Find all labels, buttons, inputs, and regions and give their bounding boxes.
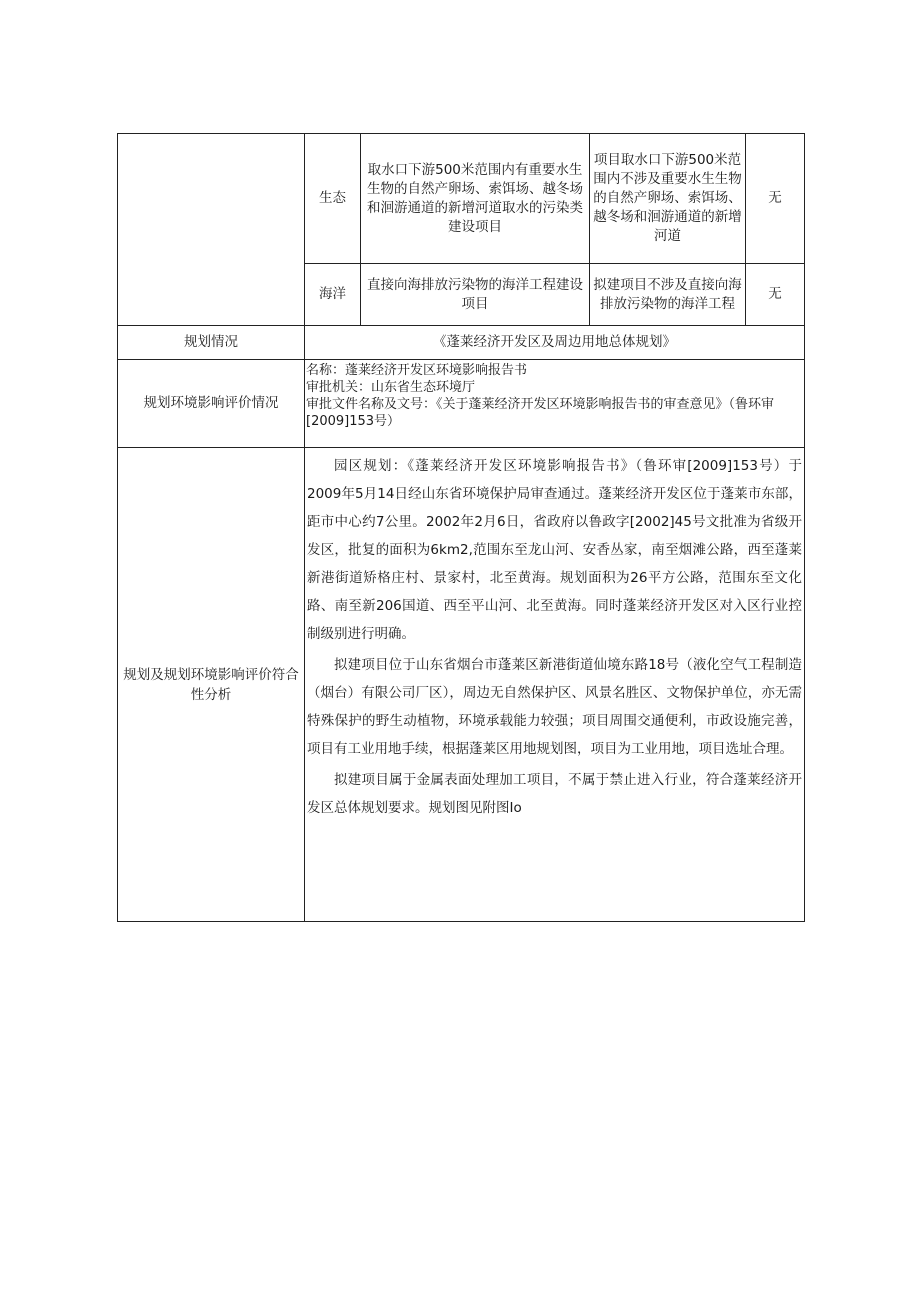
eia-label: 规划环境影响评价情况 (118, 360, 305, 448)
eia-document-line: 审批文件名称及文号：《关于蓬莱经济开发区环境影响报告书的审查意见》（鲁环审[2009]153号） (306, 397, 775, 429)
marine-category: 海洋 (305, 264, 361, 326)
analysis-label: 规划及规划环境影响评价符合性分析 (118, 448, 305, 922)
ecology-requirement: 取水口下游500米范围内有重要水生生物的自然产卵场、索饵场、越冬场和洄游通道的新增河道取水的污染类建设项目 (361, 134, 590, 264)
ecology-result: 无 (746, 134, 805, 264)
eia-name-line: 名称：蓬莱经济开发区环境影响报告书 (306, 363, 528, 378)
planning-row (118, 326, 805, 360)
eia-row (118, 360, 805, 448)
analysis-paragraph: 拟建项目位于山东省烟台市蓬莱区新港街道仙境东路18号（液化空气工程制造（烟台）有限公司厂区），周边无自然保护区、风景名胜区、文物保护单位，亦无需特殊保护的野生动植物，环境承载能力较强；项目周围交通便利，市政设施完善，项目有工业用地手续，根据蓬莱区用地规划图，项目为工业用地，项目选址合理。 (307, 657, 802, 757)
document-table (117, 133, 805, 922)
eia-authority-line: 审批机关：山东省生态环境厅 (306, 380, 476, 395)
eia-details (305, 360, 805, 448)
marine-requirement: 直接向海排放污染物的海洋工程建设项目 (361, 264, 590, 326)
ecology-category: 生态 (305, 134, 361, 264)
analysis-paragraph: 拟建项目属于金属表面处理加工项目，不属于禁止进入行业，符合蓬莱经济开发区总体规划要求。规划图见附图Io (307, 772, 802, 816)
row-group-empty-label (118, 134, 305, 326)
planning-label: 规划情况 (118, 326, 305, 360)
analysis-row (118, 448, 805, 922)
analysis-paragraph: 园区规划：《蓬莱经济开发区环境影响报告书》（鲁环审[2009]153号）于2009年5月14日经山东省环境保护局审查通过。蓬莱经济开发区位于蓬莱市东部，距市中心约7公里。2002年2月6日，省政府以鲁政字[2002]45号文批准为省级开发区，批复的面积为6km2,范围东至龙山河、安香丛家，南至烟滩公路，西至蓬莱新港街道矫格庄村、景家村，北至黄海。规划面积为26平方公路，范围东至文化路、南至新206国道、西至平山河、北至黄海。同时蓬莱经济开发区对入区行业控制级别进行明确。 (307, 458, 802, 642)
planning-value: 《蓬莱经济开发区及周边用地总体规划》 (305, 326, 805, 360)
ecology-row (118, 134, 805, 264)
ecology-project-status: 项目取水口下游500米范围内不涉及重要水生生物的自然产卵场、索饵场、越冬场和洄游通道的新增河道 (590, 134, 746, 264)
analysis-content (305, 448, 805, 922)
marine-project-status: 拟建项目不涉及直接向海排放污染物的海洋工程 (590, 264, 746, 326)
marine-result: 无 (746, 264, 805, 326)
